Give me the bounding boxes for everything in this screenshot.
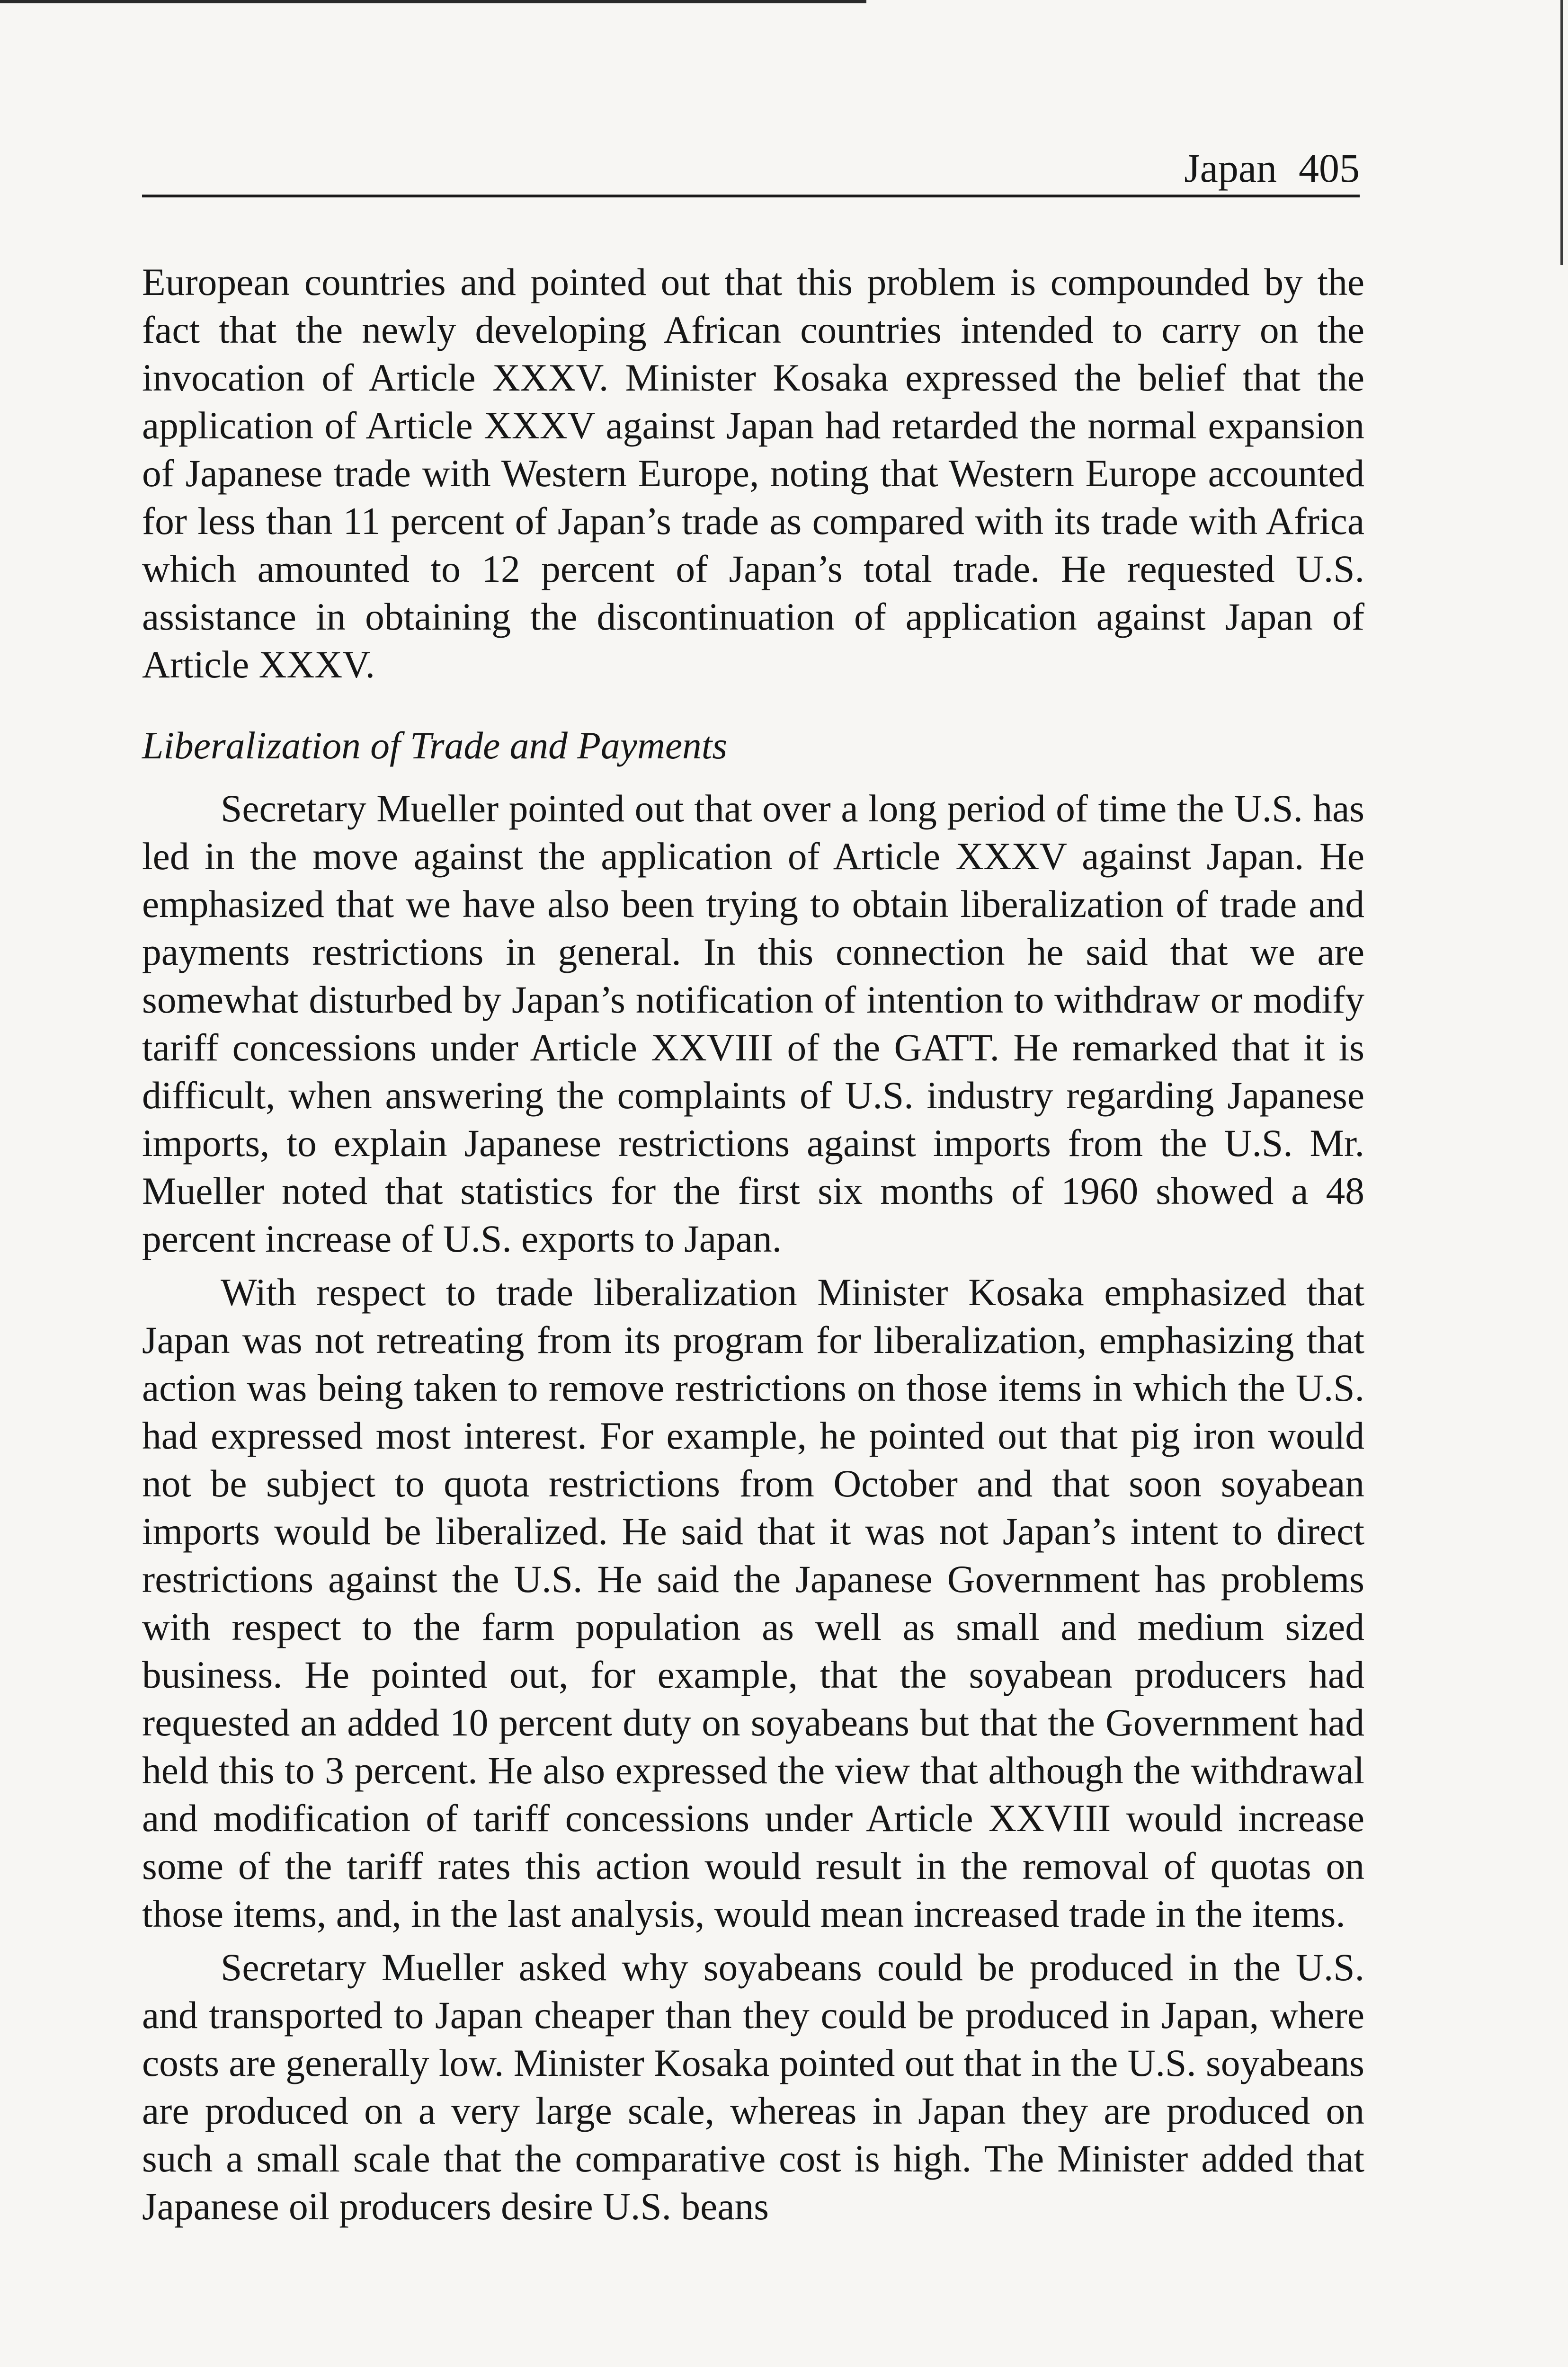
page-number: 405 [1299,145,1360,191]
paragraph-continued: European countries and pointed out that this problem is compounded by the fact that the newly developing African countries intended to carry on the invocation of Article XXXV. Minister Kosaka expressed the belief that the application of Article XXXV against Japan had retarded the normal expansion of Japanese trade with Western Europe, noting that Western Europe accounted for less than 11 percent of Japan’s trade as compared with its trade with Africa which amounted to 12 percent of Japan’s total trade. He requested U.S. assistance in obtaining the discontinuation of application against Japan of Article XXXV. [142,260,1364,686]
running-title: Japan [1184,145,1277,191]
paragraph-mueller-liberalization: Secretary Mueller pointed out that over a long period of time the U.S. has led in the move against the application of Article XXXV against Japan. He emphasized that we have also been trying to obtain liberalization of trade and payments restrictions in general. In this connection he said that we are somewhat disturbed by Japan’s notification of intention to withdraw or modify tariff concessions under Article XXVIII of the GATT. He remarked that it is difficult, when answering the complaints of U.S. industry regarding Japanese imports, to explain Japanese restrictions against imports from the U.S. Mr. Mueller noted that statistics for the first six months of 1960 showed a 48 percent increase of U.S. exports to Japan. [142,787,1364,1260]
running-head-text [1184,144,1360,192]
header-rule [142,195,1360,197]
running-head [142,135,1360,196]
scan-edge-top [0,0,866,3]
page-body [142,258,1364,2230]
scan-edge-right [1560,0,1563,265]
paragraph-kosaka-response: With respect to trade liberalization Minister Kosaka emphasized that Japan was not retreating from its program for liberalization, emphasizing that action was being taken to remove restrictions on those items in which the U.S. had expressed most interest. For example, he pointed out that pig iron would not be subject to quota restrictions from October and that soon soyabean imports would be liberalized. He said that it was not Japan’s intent to direct restrictions against the U.S. He said the Japanese Government has problems with respect to the farm population as well as small and medium sized business. He pointed out, for example, that the soyabean producers had requested an added 10 percent duty on soyabeans but that the Government had held this to 3 percent. He also expressed the view that although the withdrawal and modification of tariff concessions under Article XXVIII would increase some of the tariff rates this action would result in the removal of quotas on those items, and, in the last analysis, would mean increased trade in the items. [142,1271,1364,1935]
paragraph-soyabeans: Secretary Mueller asked why soyabeans could be produced in the U.S. and transported to Japan cheaper than they could be produced in Japan, where costs are generally low. Minister Kosaka pointed out that in the U.S. soyabeans are produced on a very large scale, whereas in Japan they are produced on such a small scale that the comparative cost is high. The Minister added that Japanese oil producers desire U.S. beans [142,1946,1364,2228]
section-heading: Liberalization of Trade and Payments [142,724,728,767]
